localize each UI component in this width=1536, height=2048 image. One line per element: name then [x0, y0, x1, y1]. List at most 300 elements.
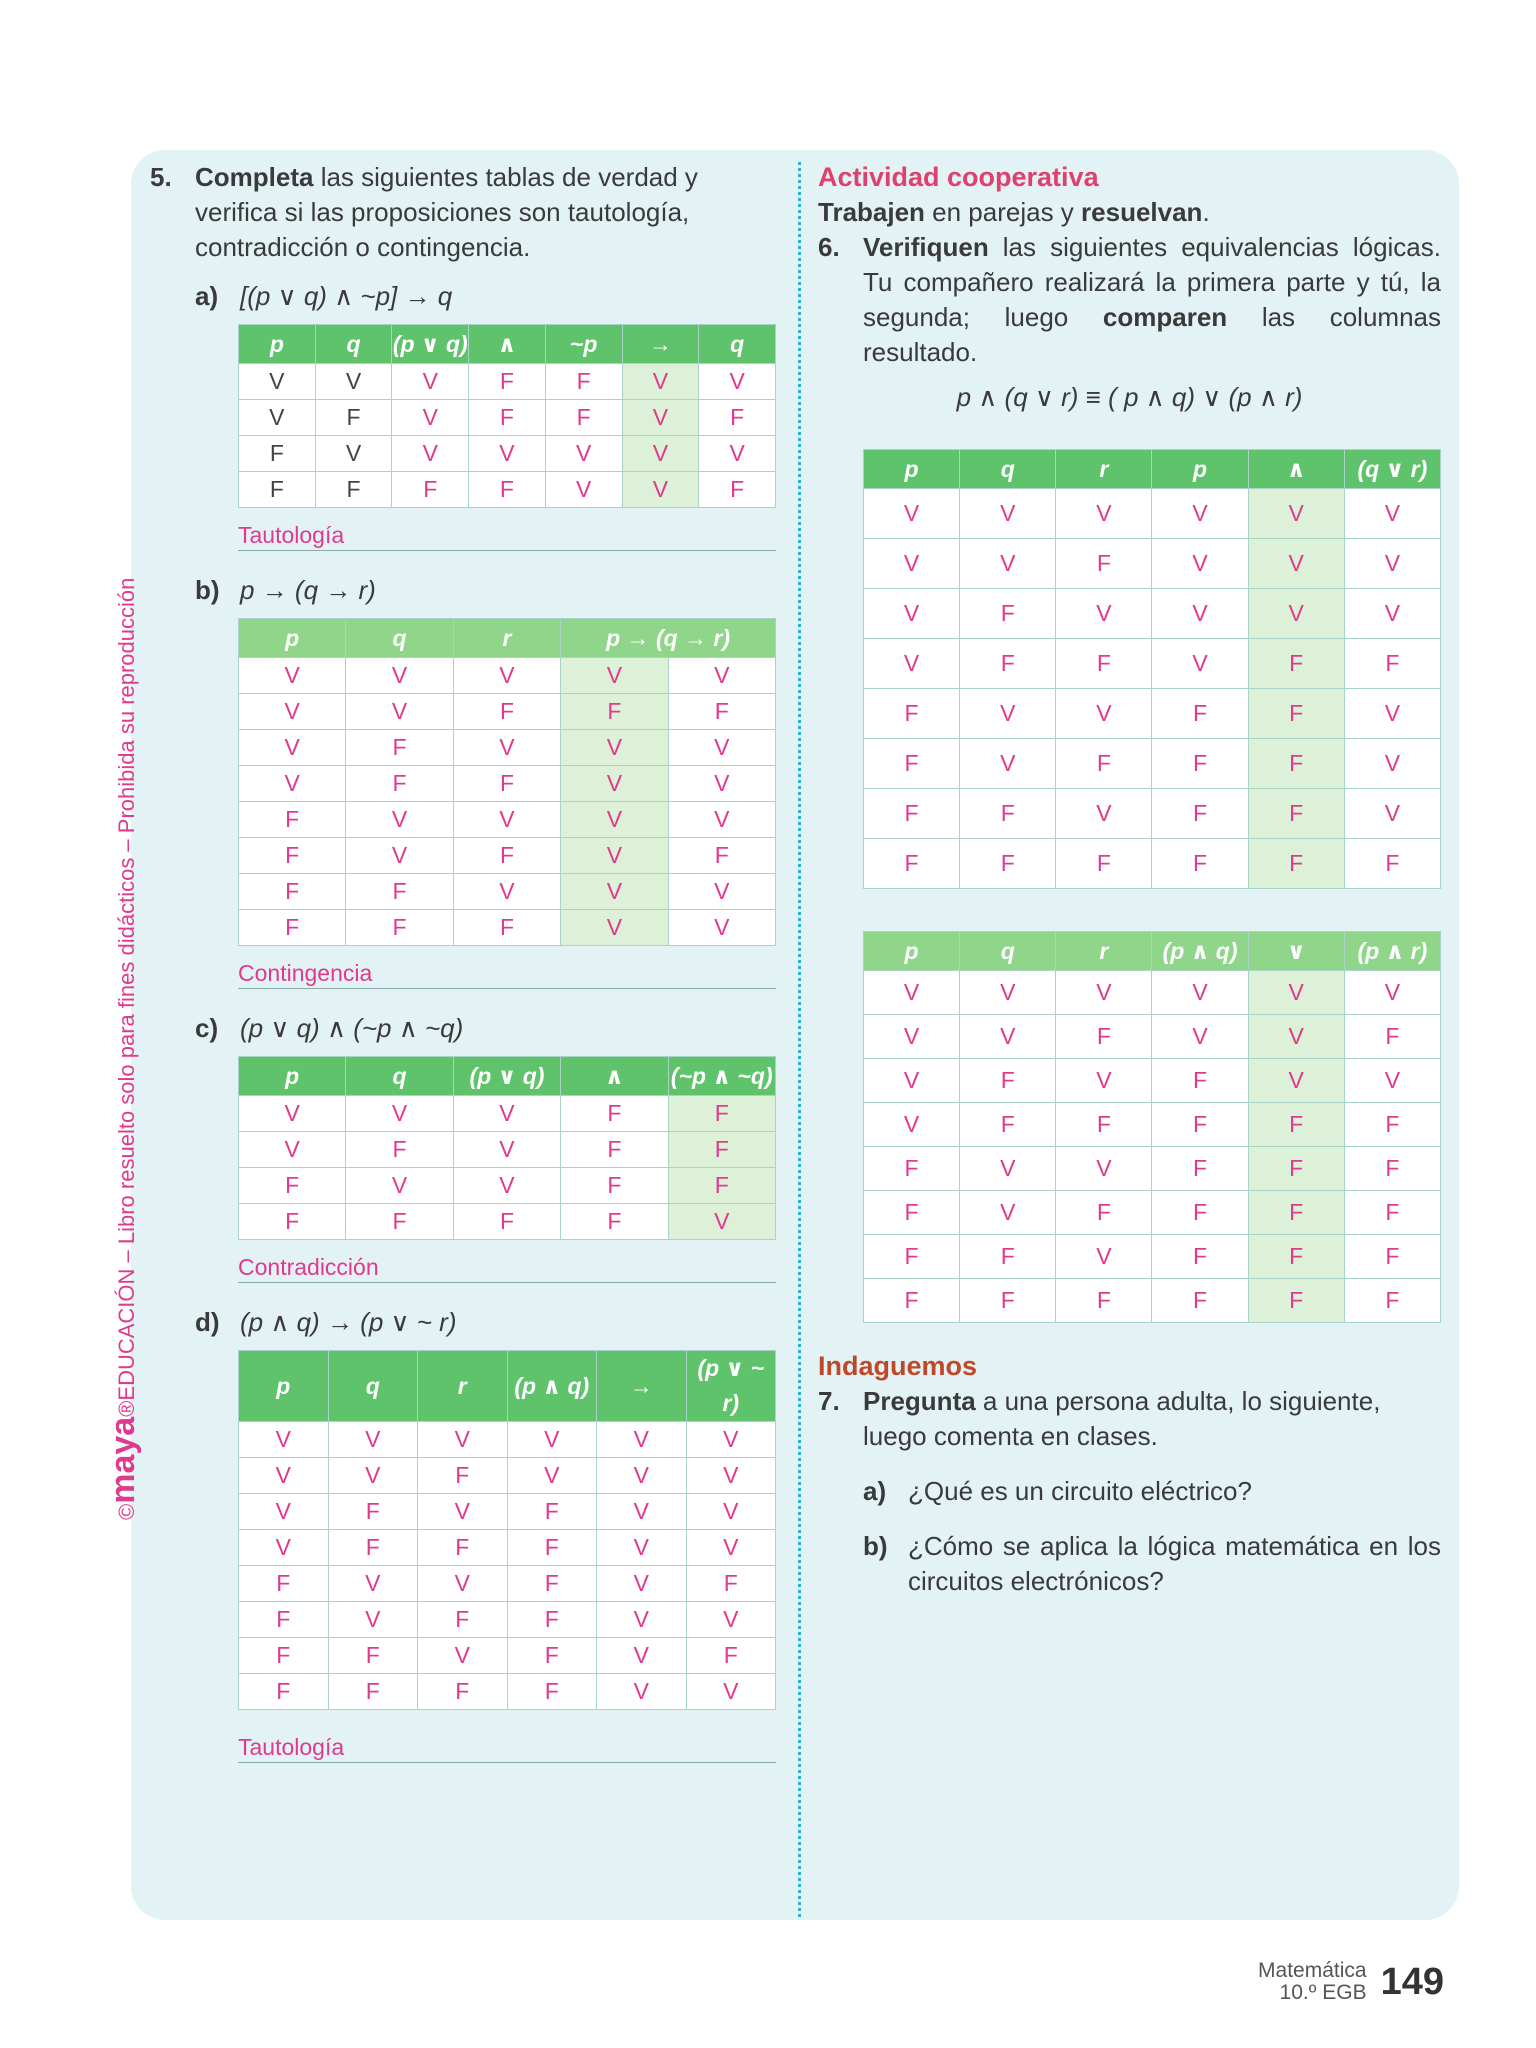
- table-header: q: [346, 619, 453, 658]
- table-cell: V: [239, 730, 346, 766]
- table-header: q: [699, 325, 776, 364]
- table-cell: F: [960, 1059, 1056, 1103]
- table-cell: F: [1248, 1235, 1344, 1279]
- table-cell: F: [1248, 839, 1344, 889]
- table-cell: V: [622, 472, 699, 508]
- table-cell: F: [960, 1103, 1056, 1147]
- table-cell: F: [561, 1132, 668, 1168]
- table-cell: V: [686, 1422, 776, 1458]
- table-cell: V: [1152, 971, 1248, 1015]
- table-cell: F: [1152, 1279, 1248, 1323]
- table-cell: F: [507, 1638, 597, 1674]
- table-cell: V: [561, 910, 668, 946]
- column-divider: [798, 162, 801, 1917]
- table-cell: F: [328, 1530, 418, 1566]
- table-cell: V: [668, 766, 775, 802]
- table-cell: V: [597, 1422, 687, 1458]
- table-row: [864, 1103, 1441, 1147]
- question-7b: b) ¿Cómo se aplica la lógica matemática en los circuitos electrónicos?: [863, 1531, 1441, 1596]
- table-header: r: [1056, 450, 1152, 489]
- table-cell: V: [597, 1674, 687, 1710]
- activity-intro: Trabajen en parejas y resuelvan.: [818, 197, 1210, 227]
- table-cell: V: [239, 694, 346, 730]
- table-cell: V: [418, 1566, 508, 1602]
- table-cell: V: [960, 971, 1056, 1015]
- table-cell: F: [1152, 1191, 1248, 1235]
- table-cell: V: [561, 838, 668, 874]
- grade-label: 10.º EGB: [1279, 1981, 1367, 2004]
- table-row: [239, 730, 776, 766]
- table-cell: F: [1056, 1103, 1152, 1147]
- table-cell: F: [328, 1494, 418, 1530]
- table-cell: V: [1344, 739, 1440, 789]
- table-cell: F: [453, 694, 560, 730]
- table-cell: F: [1344, 1015, 1440, 1059]
- table-header: (q ∨ r): [1344, 450, 1440, 489]
- answer-5c: Contradicción: [238, 1252, 776, 1283]
- table-cell: F: [328, 1638, 418, 1674]
- table-header: q: [960, 932, 1056, 971]
- table-header: (p ∧ q): [507, 1351, 597, 1422]
- exercise-5d: d) (p ∧ q) → (p ∨ ~ r): [195, 1307, 457, 1337]
- exercise-5c: c) (p ∨ q) ∧ (~p ∧ ~q): [195, 1013, 464, 1043]
- table-row: [239, 364, 776, 400]
- table-row: [864, 1279, 1441, 1323]
- table-row: [239, 802, 776, 838]
- table-header: ∧: [469, 325, 546, 364]
- table-row: [239, 1674, 776, 1710]
- table-cell: F: [1344, 1103, 1440, 1147]
- table-cell: V: [1248, 489, 1344, 539]
- table-cell: F: [1152, 789, 1248, 839]
- table-cell: F: [507, 1566, 597, 1602]
- right-column: [818, 160, 1441, 1599]
- table-cell: F: [453, 910, 560, 946]
- table-cell: F: [864, 689, 960, 739]
- answer-5a: Tautología: [238, 520, 776, 551]
- table-cell: F: [1056, 1191, 1152, 1235]
- table-row: [239, 1494, 776, 1530]
- table-cell: F: [418, 1674, 508, 1710]
- table-cell: F: [960, 1235, 1056, 1279]
- table-row: [239, 1132, 776, 1168]
- table-cell: F: [507, 1494, 597, 1530]
- table-cell: V: [597, 1638, 687, 1674]
- table-cell: F: [561, 1204, 668, 1240]
- table-cell: V: [686, 1530, 776, 1566]
- table-cell: F: [239, 436, 316, 472]
- table-cell: V: [328, 1458, 418, 1494]
- table-cell: V: [1056, 489, 1152, 539]
- table-cell: F: [346, 1204, 453, 1240]
- table-cell: V: [561, 658, 668, 694]
- table-cell: F: [453, 838, 560, 874]
- table-cell: F: [1056, 539, 1152, 589]
- table-cell: F: [418, 1530, 508, 1566]
- table-row: [864, 1191, 1441, 1235]
- table-header: r: [1056, 932, 1152, 971]
- table-cell: V: [392, 400, 469, 436]
- table-cell: V: [960, 739, 1056, 789]
- table-header: p: [864, 932, 960, 971]
- table-row: [239, 1168, 776, 1204]
- table-cell: F: [1248, 689, 1344, 739]
- table-row: [864, 1147, 1441, 1191]
- table-cell: V: [1248, 971, 1344, 1015]
- table-header: (p ∧ r): [1344, 932, 1440, 971]
- table-cell: F: [469, 364, 546, 400]
- table-cell: F: [1152, 839, 1248, 889]
- table-cell: V: [469, 436, 546, 472]
- truth-table-5c: [238, 1056, 776, 1240]
- exercise-7-instructions: Pregunta a una persona adulta, lo siguiente, luego comenta en clases.: [863, 1386, 1381, 1451]
- table-cell: V: [864, 639, 960, 689]
- table-cell: V: [1152, 639, 1248, 689]
- table-cell: F: [1152, 739, 1248, 789]
- table-row: [239, 838, 776, 874]
- table-cell: F: [1344, 839, 1440, 889]
- table-row: [864, 739, 1441, 789]
- table-header: p: [239, 1351, 329, 1422]
- table-row: [239, 1096, 776, 1132]
- table-cell: F: [1344, 1147, 1440, 1191]
- table-cell: F: [545, 400, 622, 436]
- table-cell: V: [453, 1168, 560, 1204]
- table-cell: V: [686, 1602, 776, 1638]
- table-cell: F: [1056, 1279, 1152, 1323]
- table-row: [239, 1566, 776, 1602]
- table-cell: V: [453, 658, 560, 694]
- table-cell: V: [1248, 539, 1344, 589]
- table-cell: V: [1152, 589, 1248, 639]
- table-cell: V: [864, 971, 960, 1015]
- table-cell: V: [239, 1494, 329, 1530]
- table-cell: V: [1056, 971, 1152, 1015]
- exercise-5: 5. Completa las siguientes tablas de verdad y verifica si las proposiciones son tautología, contradicción o contingencia.: [150, 160, 776, 265]
- table-cell: F: [668, 1096, 775, 1132]
- table-row: [239, 436, 776, 472]
- page-number: 149: [1380, 1960, 1444, 2003]
- table-cell: F: [668, 1168, 775, 1204]
- table-cell: F: [1056, 639, 1152, 689]
- table-cell: V: [561, 802, 668, 838]
- table-cell: F: [239, 1168, 346, 1204]
- table-cell: V: [392, 364, 469, 400]
- table-cell: V: [315, 436, 392, 472]
- table-cell: F: [960, 589, 1056, 639]
- brand-logo: maya: [104, 1416, 142, 1504]
- table-cell: F: [1056, 839, 1152, 889]
- activity-title: Actividad cooperativa: [818, 162, 1099, 192]
- table-cell: V: [418, 1494, 508, 1530]
- page-footer: [1258, 1960, 1444, 2004]
- table-row: [239, 874, 776, 910]
- table-cell: V: [346, 1096, 453, 1132]
- table-cell: V: [864, 1103, 960, 1147]
- table-cell: F: [864, 789, 960, 839]
- table-cell: F: [864, 1235, 960, 1279]
- table-cell: V: [392, 436, 469, 472]
- table-row: [239, 1204, 776, 1240]
- table-row: [239, 1530, 776, 1566]
- table-cell: V: [668, 802, 775, 838]
- table-row: [864, 1015, 1441, 1059]
- table-cell: V: [1248, 1059, 1344, 1103]
- table-cell: V: [418, 1638, 508, 1674]
- table-cell: F: [1248, 639, 1344, 689]
- table-cell: F: [699, 400, 776, 436]
- table-cell: F: [346, 874, 453, 910]
- table-cell: V: [239, 1132, 346, 1168]
- table-cell: V: [668, 910, 775, 946]
- table-cell: F: [1248, 1191, 1344, 1235]
- table-cell: F: [507, 1602, 597, 1638]
- question-7a: a) ¿Qué es un circuito eléctrico?: [863, 1476, 1252, 1506]
- table-cell: V: [597, 1458, 687, 1494]
- table-cell: F: [239, 874, 346, 910]
- table-cell: F: [1152, 1147, 1248, 1191]
- table-cell: V: [622, 436, 699, 472]
- table-cell: V: [346, 802, 453, 838]
- copyright-notice: ©maya®EDUCACIÓN – Libro resuelto solo para fines didácticos – Prohibida su reproducción: [104, 577, 142, 1520]
- table-cell: V: [453, 1132, 560, 1168]
- table-cell: F: [561, 694, 668, 730]
- table-row: [864, 789, 1441, 839]
- table-cell: F: [346, 730, 453, 766]
- table-cell: V: [346, 694, 453, 730]
- table-header: (p ∧ q): [1152, 932, 1248, 971]
- table-cell: V: [561, 874, 668, 910]
- table-cell: V: [239, 766, 346, 802]
- table-cell: V: [864, 1059, 960, 1103]
- table-cell: V: [1344, 539, 1440, 589]
- table-cell: V: [453, 1096, 560, 1132]
- table-cell: F: [960, 639, 1056, 689]
- left-column: [150, 160, 776, 1763]
- table-cell: V: [1344, 689, 1440, 739]
- table-row: [239, 1458, 776, 1494]
- table-header: →: [597, 1351, 687, 1422]
- table-cell: F: [453, 1204, 560, 1240]
- table-header: q: [960, 450, 1056, 489]
- table-row: [239, 910, 776, 946]
- subject-label: Matemática: [1258, 1959, 1367, 1982]
- table-cell: F: [561, 1096, 668, 1132]
- table-row: [864, 489, 1441, 539]
- table-row: [864, 1235, 1441, 1279]
- truth-table-5a: [238, 324, 776, 508]
- table-cell: V: [346, 658, 453, 694]
- truth-table-5b: [238, 618, 776, 946]
- table-cell: F: [418, 1602, 508, 1638]
- exercise-6: 6. Verifiquen las siguientes equivalencias lógicas. Tu compañero realizará la primera parte y tú, la segunda; luego comparen las columnas resultado.: [818, 230, 1441, 370]
- table-cell: V: [960, 1015, 1056, 1059]
- table-cell: V: [239, 364, 316, 400]
- table-cell: V: [1344, 589, 1440, 639]
- table-cell: V: [686, 1494, 776, 1530]
- table-cell: V: [1056, 689, 1152, 739]
- table-cell: V: [1056, 789, 1152, 839]
- table-cell: F: [1152, 1235, 1248, 1279]
- table-cell: V: [686, 1674, 776, 1710]
- table-row: [864, 839, 1441, 889]
- table-cell: V: [346, 838, 453, 874]
- table-row: [239, 1602, 776, 1638]
- table-cell: F: [453, 766, 560, 802]
- table-header: r: [453, 619, 560, 658]
- table-cell: F: [960, 839, 1056, 889]
- table-header: p: [239, 619, 346, 658]
- table-cell: F: [864, 1147, 960, 1191]
- table-header: p: [239, 325, 316, 364]
- table-cell: F: [392, 472, 469, 508]
- exercise-6-instructions: Verifiquen las siguientes equivalencias lógicas. Tu compañero realizará la primera parte y tú, la segunda; luego comparen las columnas resultado.: [863, 232, 1441, 367]
- table-cell: F: [239, 802, 346, 838]
- table-cell: F: [668, 694, 775, 730]
- table-cell: V: [315, 364, 392, 400]
- table-cell: F: [507, 1674, 597, 1710]
- table-cell: V: [453, 802, 560, 838]
- table-row: [239, 694, 776, 730]
- table-cell: F: [686, 1638, 776, 1674]
- table-cell: F: [699, 472, 776, 508]
- table-cell: V: [960, 1191, 1056, 1235]
- table-cell: V: [1344, 971, 1440, 1015]
- table-cell: F: [864, 739, 960, 789]
- table-cell: F: [346, 766, 453, 802]
- table-cell: V: [561, 766, 668, 802]
- table-cell: V: [960, 1147, 1056, 1191]
- table-cell: V: [1248, 1015, 1344, 1059]
- table-row: [864, 971, 1441, 1015]
- table-cell: F: [239, 1566, 329, 1602]
- table-row: [239, 1422, 776, 1458]
- table-header: p: [239, 1057, 346, 1096]
- table-cell: V: [1152, 489, 1248, 539]
- table-cell: F: [469, 472, 546, 508]
- table-cell: F: [239, 1602, 329, 1638]
- answer-5d: Tautología: [238, 1732, 776, 1763]
- table-cell: F: [668, 1132, 775, 1168]
- table-cell: F: [239, 1638, 329, 1674]
- table-cell: F: [239, 472, 316, 508]
- table-cell: V: [1056, 1235, 1152, 1279]
- exercise-5a: a) [(p ∨ q) ∧ ~p] → q: [195, 281, 453, 311]
- table-cell: F: [1344, 639, 1440, 689]
- truth-table-6-part2: [863, 931, 1441, 1323]
- table-cell: V: [960, 689, 1056, 739]
- table-cell: V: [239, 1422, 329, 1458]
- table-cell: V: [668, 1204, 775, 1240]
- table-cell: V: [597, 1566, 687, 1602]
- table-cell: V: [239, 400, 316, 436]
- table-cell: F: [469, 400, 546, 436]
- table-cell: V: [507, 1458, 597, 1494]
- table-cell: V: [239, 1530, 329, 1566]
- table-row: [864, 589, 1441, 639]
- table-cell: V: [960, 489, 1056, 539]
- table-cell: F: [239, 838, 346, 874]
- table-row: [864, 539, 1441, 589]
- table-header: p: [864, 450, 960, 489]
- table-cell: F: [864, 1191, 960, 1235]
- table-row: [239, 766, 776, 802]
- table-cell: V: [1152, 539, 1248, 589]
- table-cell: V: [686, 1458, 776, 1494]
- table-cell: V: [699, 364, 776, 400]
- table-cell: V: [418, 1422, 508, 1458]
- table-cell: F: [315, 472, 392, 508]
- table-cell: V: [1056, 589, 1152, 639]
- table-cell: F: [1056, 739, 1152, 789]
- table-cell: V: [597, 1494, 687, 1530]
- table-cell: F: [315, 400, 392, 436]
- table-row: [239, 400, 776, 436]
- truth-table-6-part1: [863, 449, 1441, 889]
- table-cell: V: [597, 1530, 687, 1566]
- table-cell: V: [545, 436, 622, 472]
- table-row: [864, 639, 1441, 689]
- table-cell: F: [507, 1530, 597, 1566]
- table-cell: F: [561, 1168, 668, 1204]
- table-header: q: [328, 1351, 418, 1422]
- table-cell: F: [328, 1674, 418, 1710]
- table-cell: F: [1344, 1191, 1440, 1235]
- table-cell: V: [864, 1015, 960, 1059]
- table-cell: F: [346, 1132, 453, 1168]
- table-cell: F: [418, 1458, 508, 1494]
- table-header: (p ∨ q): [392, 325, 469, 364]
- table-cell: F: [1152, 689, 1248, 739]
- table-cell: V: [1344, 489, 1440, 539]
- table-cell: V: [622, 400, 699, 436]
- exercise-7: 7. Pregunta a una persona adulta, lo siguiente, luego comenta en clases.: [818, 1384, 1441, 1454]
- table-cell: V: [328, 1566, 418, 1602]
- table-cell: V: [561, 730, 668, 766]
- table-cell: V: [699, 436, 776, 472]
- table-cell: V: [1248, 589, 1344, 639]
- table-cell: F: [1248, 739, 1344, 789]
- equivalence-formula: p ∧ (q ∨ r) ≡ ( p ∧ q) ∨ (p ∧ r): [956, 382, 1303, 412]
- table-header: (p ∨ ~ r): [686, 1351, 776, 1422]
- table-cell: V: [1344, 1059, 1440, 1103]
- table-cell: F: [1248, 1279, 1344, 1323]
- table-cell: F: [1248, 789, 1344, 839]
- table-header: q: [315, 325, 392, 364]
- table-cell: F: [1344, 1279, 1440, 1323]
- table-cell: V: [1344, 789, 1440, 839]
- table-header: r: [418, 1351, 508, 1422]
- table-cell: V: [668, 730, 775, 766]
- table-cell: V: [328, 1602, 418, 1638]
- table-cell: F: [864, 1279, 960, 1323]
- table-header: q: [346, 1057, 453, 1096]
- table-header: ∨: [1248, 932, 1344, 971]
- table-header: ∧: [561, 1057, 668, 1096]
- table-cell: V: [1056, 1147, 1152, 1191]
- table-cell: V: [239, 658, 346, 694]
- table-header: p: [1152, 450, 1248, 489]
- table-cell: F: [1152, 1103, 1248, 1147]
- table-cell: F: [239, 1674, 329, 1710]
- table-cell: V: [545, 472, 622, 508]
- table-cell: F: [239, 1204, 346, 1240]
- table-cell: V: [1056, 1059, 1152, 1103]
- table-cell: V: [960, 539, 1056, 589]
- table-row: [864, 689, 1441, 739]
- table-cell: V: [1152, 1015, 1248, 1059]
- table-cell: F: [960, 789, 1056, 839]
